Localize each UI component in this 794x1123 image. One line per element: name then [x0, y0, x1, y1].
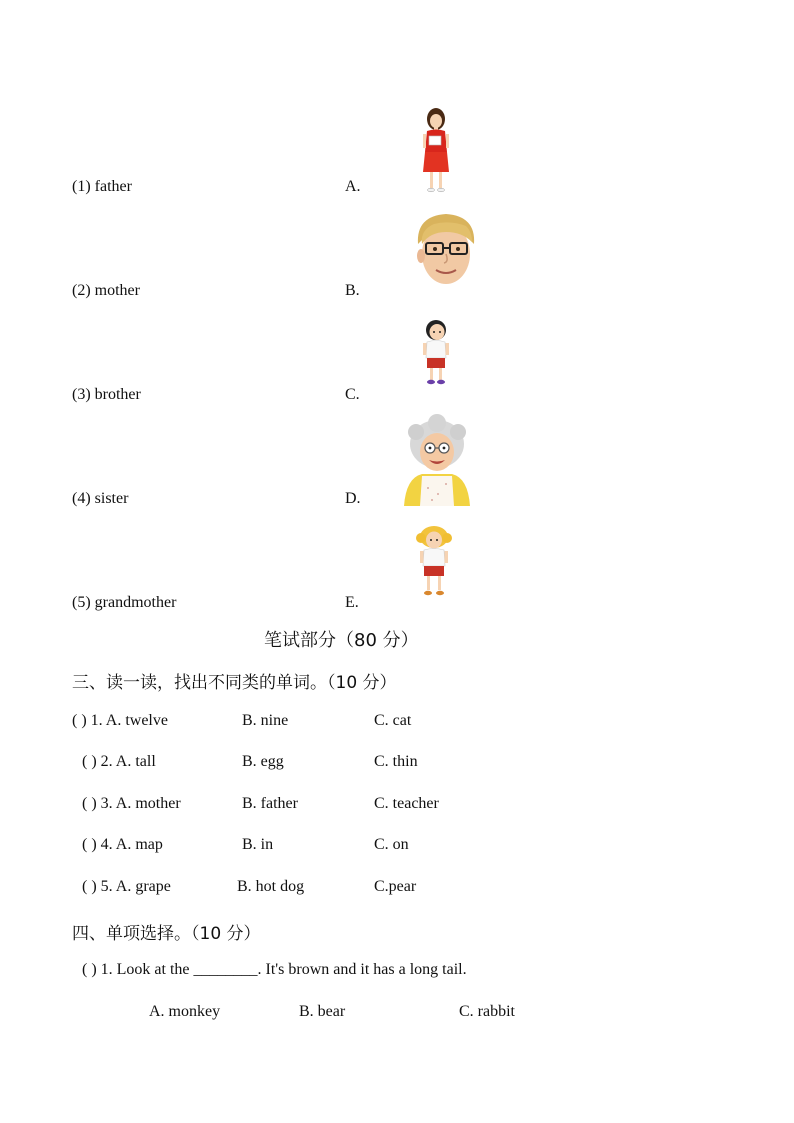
woman-figure-icon — [418, 106, 454, 194]
s4-q1-stem: ( ) 1. Look at the ________. It's brown and it has a long tail. — [82, 961, 467, 978]
s3-q5-num: ( ) 5. A. grape — [82, 878, 171, 895]
girl-figure-icon — [414, 524, 454, 600]
s3-q5-b: B. hot dog — [237, 878, 305, 895]
match-right-3: C. — [345, 386, 360, 403]
s3-q3-num: ( ) 3. A. mother — [82, 795, 181, 812]
s3-q2-c: C. thin — [374, 753, 418, 770]
s3-q4-c: C. on — [374, 836, 409, 853]
match-left-1: (1) father — [72, 178, 132, 195]
s3-q5-c: C.pear — [374, 878, 417, 895]
s4-q1-c: C. rabbit — [459, 1003, 515, 1020]
s3-q2-b: B. egg — [242, 753, 284, 770]
s4-q1-b: B. bear — [299, 1003, 346, 1020]
grandmother-figure-icon — [402, 414, 472, 506]
written-section-title: 笔试部分（80 分） — [264, 630, 419, 651]
section3-title: 三、读一读，找出不同类的单词。（10 分） — [72, 673, 397, 693]
match-left-4: (4) sister — [72, 490, 129, 507]
match-left-5: (5) grandmother — [72, 594, 177, 611]
s4-q1-a: A. monkey — [149, 1003, 221, 1020]
s3-q1-c: C. cat — [374, 712, 412, 729]
match-right-5: E. — [345, 594, 359, 611]
s3-q1-num: ( ) 1. A. twelve — [72, 712, 168, 729]
s3-q2-num: ( ) 2. A. tall — [82, 753, 156, 770]
boy-figure-icon — [420, 318, 452, 388]
man-with-glasses-face-icon — [410, 210, 482, 290]
match-right-2: B. — [345, 282, 360, 299]
match-left-3: (3) brother — [72, 386, 141, 403]
s3-q1-b: B. nine — [242, 712, 289, 729]
s3-q3-c: C. teacher — [374, 795, 439, 812]
s3-q3-b: B. father — [242, 795, 298, 812]
match-right-4: D. — [345, 490, 361, 507]
s3-q4-b: B. in — [242, 836, 274, 853]
section4-title: 四、单项选择。（10 分） — [72, 924, 261, 944]
match-right-1: A. — [345, 178, 361, 195]
s3-q4-num: ( ) 4. A. map — [82, 836, 163, 853]
match-left-2: (2) mother — [72, 282, 140, 299]
